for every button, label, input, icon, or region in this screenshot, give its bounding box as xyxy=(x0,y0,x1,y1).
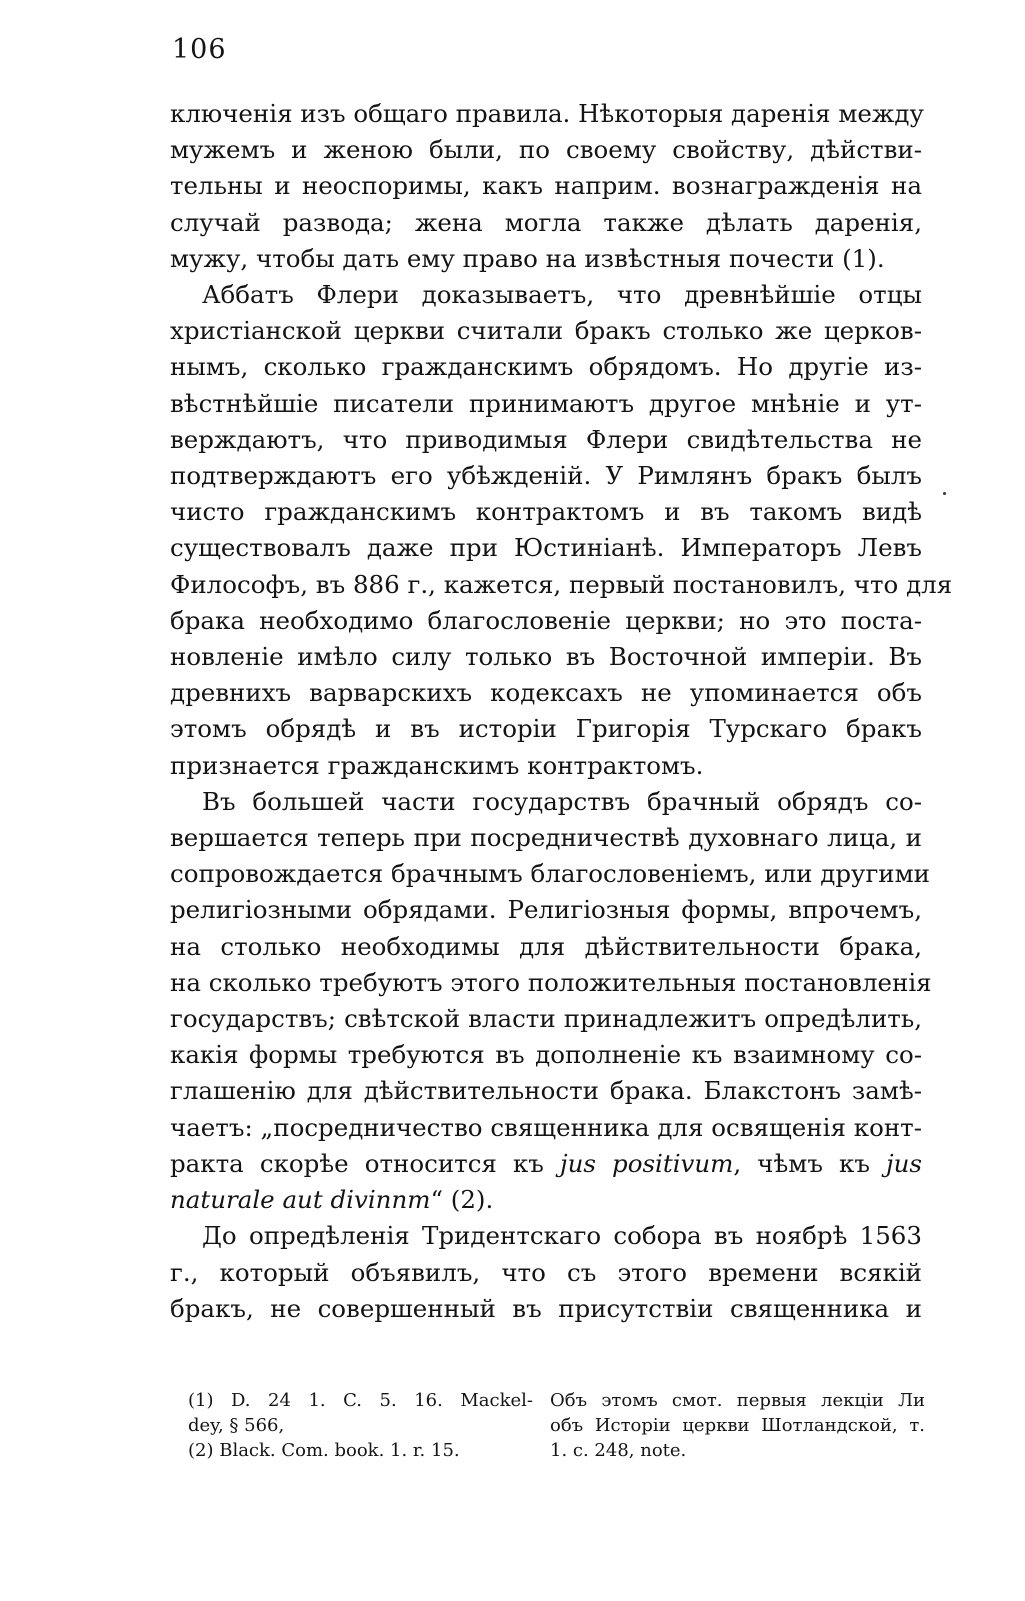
text-line: брака необходимо благословеніе церкви; но это поста- xyxy=(170,605,922,635)
text-line: случай развода; жена могла также дѣлать даренія, xyxy=(170,207,922,237)
footnote-line: (2) Black. Com. book. 1. r. 15. xyxy=(188,1440,460,1461)
footnote-line: 1. c. 248, note. xyxy=(550,1440,687,1461)
footnote-line: (1) D. 24 1. C. 5. 16. Mackel- xyxy=(188,1390,533,1411)
text-line: верждаютъ, что приводимыя Флери свидѣтельства не xyxy=(170,424,922,454)
text-line: Аббатъ Флери доказываетъ, что древнѣйшіе отцы xyxy=(202,280,922,310)
text-line: подтверждаютъ его убѣжденій. У Римлянъ бракъ былъ xyxy=(170,461,922,491)
text-line: сопровождается брачнымъ благословеніемъ, или другими xyxy=(170,859,930,889)
text-line: чисто гражданскимъ контрактомъ и въ такомъ видѣ xyxy=(170,497,922,527)
text-line: какія формы требуются въ дополненіе къ взаимному со- xyxy=(170,1040,922,1070)
footnote-line: dey, § 566, xyxy=(188,1415,285,1436)
text-line: г., который объявилъ, что съ этого времени всякій xyxy=(170,1257,922,1287)
text-line: нымъ, сколько гражданскимъ обрядомъ. Но другіе из- xyxy=(170,352,922,382)
text-line: на столько необходимы для дѣйствительности брака, xyxy=(170,931,922,961)
text-line: naturale aut divinnm“ (2). xyxy=(170,1185,494,1215)
text-line: До опредѣленія Тридентскаго собора въ ноябрѣ 1563 xyxy=(202,1221,922,1251)
text-line: мужу, чтобы дать ему право на извѣстныя почести (1). xyxy=(170,243,885,273)
footnote-line: объ Исторіи церкви Шотландской, т. xyxy=(550,1415,925,1436)
text-line: новленіе имѣло силу только въ Восточной имперіи. Въ xyxy=(170,642,922,672)
footnote-line: Объ этомъ смот. первыя лекціи Ли xyxy=(550,1390,925,1411)
text-line: признается гражданскимъ контрактомъ. xyxy=(170,750,704,780)
text-line: ключенія изъ общаго правила. Нѣкоторыя даренія между xyxy=(170,99,924,128)
text-line: ракта скорѣе относится къ jus positivum, чѣмъ къ jus xyxy=(170,1148,922,1178)
text-line: чаетъ: „посредничество священника для освященія конт- xyxy=(170,1112,922,1142)
text-line: религіозными обрядами. Религіозныя формы, впрочемъ, xyxy=(170,895,922,925)
text-line: вѣстнѣйшіе писатели принимаютъ другое мнѣніе и ут- xyxy=(170,388,922,418)
text-line: глашенію для дѣйствительности брака. Блакстонъ замѣ- xyxy=(170,1076,922,1106)
text-line: существовалъ даже при Юстиніанѣ. Императоръ Левъ xyxy=(170,533,922,563)
text-line: этомъ обрядѣ и въ исторіи Григорія Турскаго бракъ xyxy=(170,714,922,744)
text-line: мужемъ и женою были, по своему свойству, дѣйстви- xyxy=(170,135,922,165)
page-number: 106 xyxy=(172,34,227,65)
footnotes-left-column xyxy=(188,1388,533,1463)
body-text xyxy=(170,96,953,1327)
text-line: бракъ, не совершенный въ присутствіи священника и xyxy=(170,1293,922,1323)
text-line: Въ большей части государствъ брачный обрядъ со- xyxy=(202,786,922,816)
text-line: тельны и неоспоримы, какъ наприм. вознагражденія на xyxy=(170,171,922,201)
text-line: древнихъ варварскихъ кодексахъ не упоминается объ xyxy=(170,678,922,708)
text-line: государствъ; свѣтской власти принадлежитъ опредѣлить, xyxy=(170,1004,922,1034)
text-line: на сколько требуютъ этого положительныя постановленія xyxy=(170,967,932,997)
text-line: вершается теперь при посредничествѣ духовнаго лица, и xyxy=(170,823,922,853)
print-speck xyxy=(943,492,946,495)
text-line: Философъ, въ 886 г., кажется, первый постановилъ, что для xyxy=(170,569,953,599)
text-line: христіанской церкви считали бракъ столько же церков- xyxy=(170,316,922,346)
footnotes-right-column xyxy=(550,1388,925,1463)
